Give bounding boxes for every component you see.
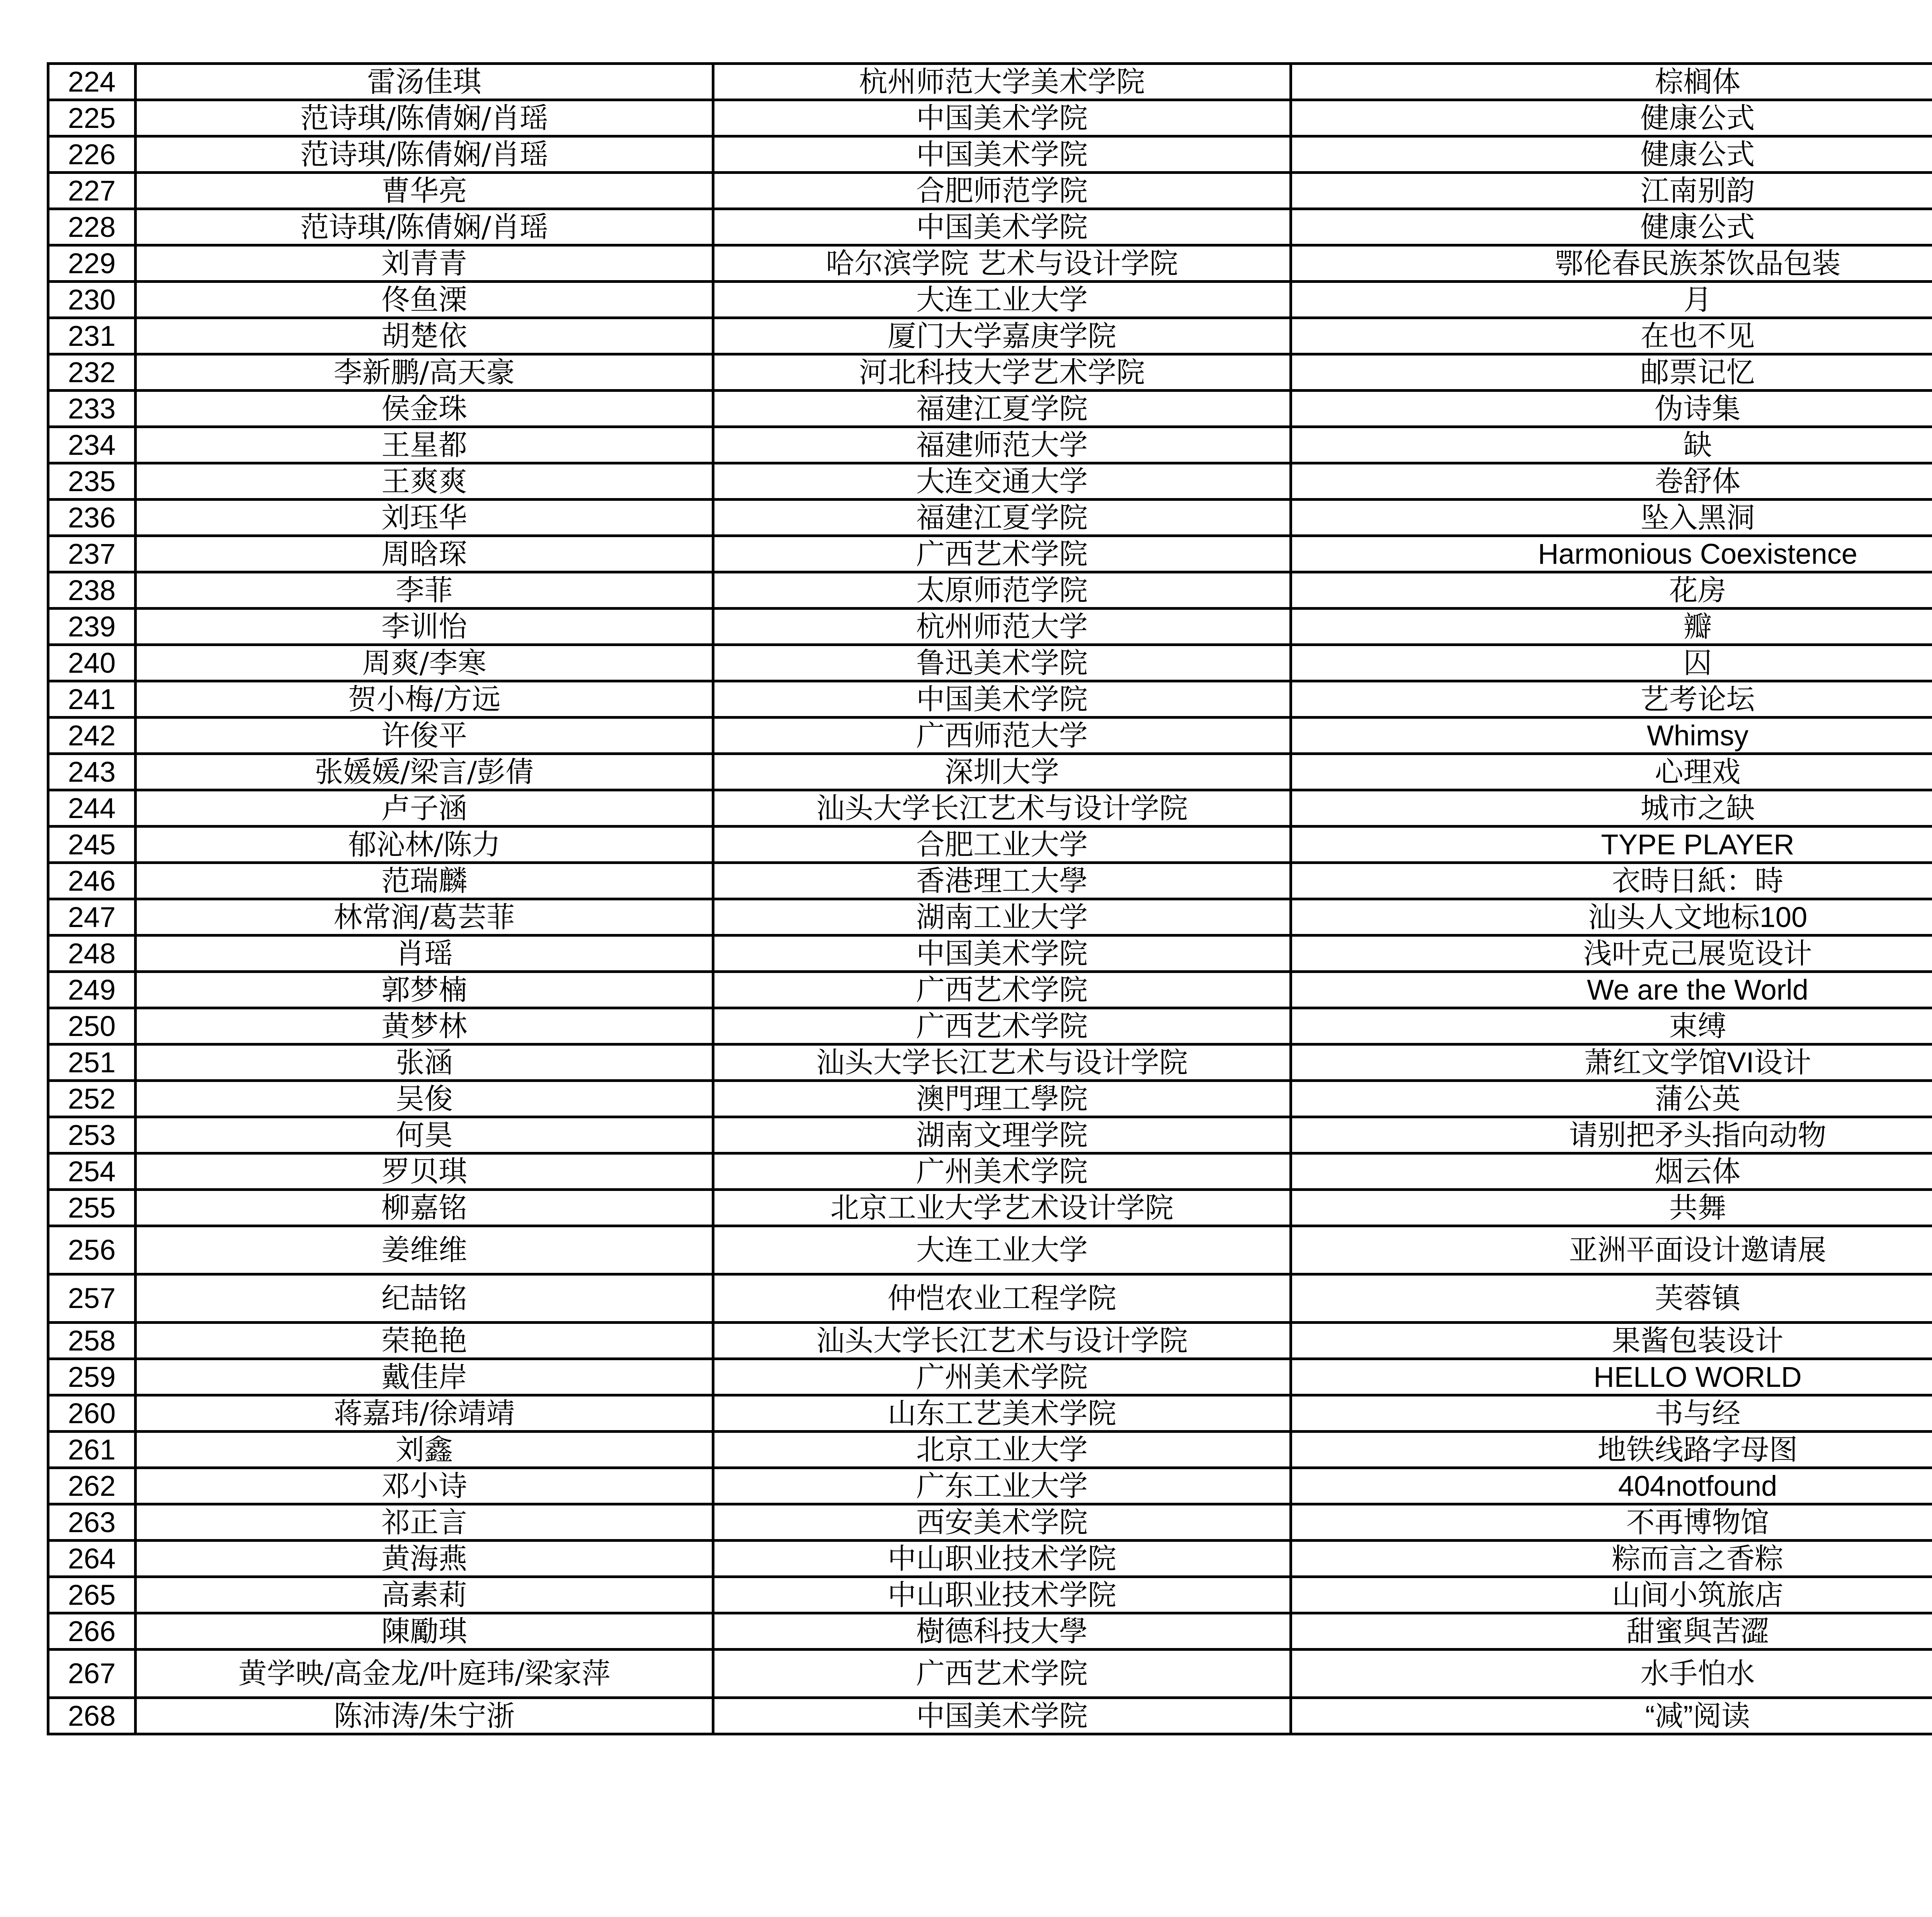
entry-number-cell: 262: [48, 1468, 136, 1504]
school-cell: 中山职业技术学院: [713, 1541, 1291, 1577]
author-cell: 周爽/李寒: [136, 645, 713, 681]
entry-number-cell: 245: [48, 827, 136, 863]
author-cell: 周晗琛: [136, 536, 713, 572]
school-cell: 广西艺术学院: [713, 1650, 1291, 1698]
entry-number-cell: 234: [48, 427, 136, 463]
school-cell: 福建江夏学院: [713, 391, 1291, 427]
entry-number-cell: 226: [48, 136, 136, 173]
work-title-cell: 健康公式: [1291, 100, 1932, 136]
entry-number-cell: 225: [48, 100, 136, 136]
table-row: [48, 1698, 1932, 1734]
author-cell: 郭梦楠: [136, 972, 713, 1008]
work-title-cell: 棕榈体: [1291, 64, 1932, 100]
school-cell: 北京工业大学艺术设计学院: [713, 1190, 1291, 1226]
author-cell: 许俊平: [136, 718, 713, 754]
school-cell: 福建师范大学: [713, 427, 1291, 463]
school-cell: 樹德科技大學: [713, 1613, 1291, 1650]
entry-number-cell: 254: [48, 1153, 136, 1190]
table-row: [48, 463, 1932, 500]
work-title-cell: 健康公式: [1291, 209, 1932, 245]
work-title-cell: 水手怕水: [1291, 1650, 1932, 1698]
table-row: [48, 899, 1932, 936]
work-title-cell: 芙蓉镇: [1291, 1274, 1932, 1323]
entry-number-cell: 230: [48, 282, 136, 318]
table-row: [48, 1081, 1932, 1117]
work-title-cell: 衣時日紙：時: [1291, 863, 1932, 899]
entry-number-cell: 242: [48, 718, 136, 754]
table-row: [48, 245, 1932, 282]
work-title-cell: 浅叶克己展览设计: [1291, 936, 1932, 972]
entry-number-cell: 252: [48, 1081, 136, 1117]
author-cell: 范诗琪/陈倩娴/肖瑶: [136, 100, 713, 136]
author-cell: 刘青青: [136, 245, 713, 282]
work-title-cell: 不再博物馆: [1291, 1504, 1932, 1541]
work-title-cell: 伪诗集: [1291, 391, 1932, 427]
author-cell: 张涵: [136, 1044, 713, 1081]
table-row: [48, 790, 1932, 827]
table-row: [48, 1613, 1932, 1650]
author-cell: 曹华亮: [136, 173, 713, 209]
entry-number-cell: 248: [48, 936, 136, 972]
school-cell: 香港理工大學: [713, 863, 1291, 899]
table-row: [48, 1650, 1932, 1698]
author-cell: 刘鑫: [136, 1432, 713, 1468]
table-row: [48, 1323, 1932, 1359]
table-row: [48, 64, 1932, 100]
table-body: [48, 64, 1932, 1734]
table-row: [48, 1577, 1932, 1613]
school-cell: 中国美术学院: [713, 100, 1291, 136]
school-cell: 广西艺术学院: [713, 536, 1291, 572]
work-title-cell: 甜蜜與苦澀: [1291, 1613, 1932, 1650]
entry-number-cell: 228: [48, 209, 136, 245]
entry-number-cell: 239: [48, 609, 136, 645]
entry-number-cell: 257: [48, 1274, 136, 1323]
entry-number-cell: 260: [48, 1395, 136, 1432]
school-cell: 广西艺术学院: [713, 1008, 1291, 1044]
entry-number-cell: 231: [48, 318, 136, 354]
table-row: [48, 1008, 1932, 1044]
work-title-cell: 月: [1291, 282, 1932, 318]
table-row: [48, 209, 1932, 245]
entry-number-cell: 258: [48, 1323, 136, 1359]
table-row: [48, 136, 1932, 173]
school-cell: 中国美术学院: [713, 209, 1291, 245]
author-cell: 佟鱼溧: [136, 282, 713, 318]
work-title-cell: HELLO WORLD: [1291, 1359, 1932, 1395]
work-title-cell: 健康公式: [1291, 136, 1932, 173]
school-cell: 大连工业大学: [713, 1226, 1291, 1274]
entry-number-cell: 267: [48, 1650, 136, 1698]
author-cell: 李新鹏/高天豪: [136, 354, 713, 391]
author-cell: 柳嘉铭: [136, 1190, 713, 1226]
author-cell: 陈沛涛/朱宁浙: [136, 1698, 713, 1734]
work-title-cell: TYPE PLAYER: [1291, 827, 1932, 863]
school-cell: 杭州师范大学: [713, 609, 1291, 645]
author-cell: 范瑞麟: [136, 863, 713, 899]
work-title-cell: 卷舒体: [1291, 463, 1932, 500]
entry-number-cell: 266: [48, 1613, 136, 1650]
table-row: [48, 1153, 1932, 1190]
author-cell: 郁沁林/陈力: [136, 827, 713, 863]
author-cell: 何昊: [136, 1117, 713, 1153]
school-cell: 广东工业大学: [713, 1468, 1291, 1504]
school-cell: 西安美术学院: [713, 1504, 1291, 1541]
school-cell: 北京工业大学: [713, 1432, 1291, 1468]
entry-number-cell: 241: [48, 681, 136, 718]
table-row: [48, 354, 1932, 391]
school-cell: 中国美术学院: [713, 136, 1291, 173]
school-cell: 大连工业大学: [713, 282, 1291, 318]
work-title-cell: 城市之缺: [1291, 790, 1932, 827]
entry-number-cell: 244: [48, 790, 136, 827]
school-cell: 河北科技大学艺术学院: [713, 354, 1291, 391]
school-cell: 鲁迅美术学院: [713, 645, 1291, 681]
work-title-cell: 粽而言之香粽: [1291, 1541, 1932, 1577]
table-row: [48, 645, 1932, 681]
work-title-cell: 404notfound: [1291, 1468, 1932, 1504]
work-title-cell: 艺考论坛: [1291, 681, 1932, 718]
school-cell: 广州美术学院: [713, 1153, 1291, 1190]
work-title-cell: 烟云体: [1291, 1153, 1932, 1190]
school-cell: 厦门大学嘉庚学院: [713, 318, 1291, 354]
entry-number-cell: 235: [48, 463, 136, 500]
table-row: [48, 1395, 1932, 1432]
table-row: [48, 100, 1932, 136]
entry-number-cell: 261: [48, 1432, 136, 1468]
table-row: [48, 427, 1932, 463]
table-row: [48, 972, 1932, 1008]
author-cell: 胡楚依: [136, 318, 713, 354]
work-title-cell: Whimsy: [1291, 718, 1932, 754]
school-cell: 广州美术学院: [713, 1359, 1291, 1395]
author-cell: 姜维维: [136, 1226, 713, 1274]
work-title-cell: 邮票记忆: [1291, 354, 1932, 391]
table-row: [48, 1468, 1932, 1504]
author-cell: 黄学映/高金龙/叶庭玮/梁家萍: [136, 1650, 713, 1698]
school-cell: 哈尔滨学院 艺术与设计学院: [713, 245, 1291, 282]
author-cell: 高素莉: [136, 1577, 713, 1613]
entry-number-cell: 233: [48, 391, 136, 427]
entry-number-cell: 240: [48, 645, 136, 681]
table-row: [48, 282, 1932, 318]
work-title-cell: 请别把矛头指向动物: [1291, 1117, 1932, 1153]
author-cell: 荣艳艳: [136, 1323, 713, 1359]
work-title-cell: 果酱包装设计: [1291, 1323, 1932, 1359]
entry-number-cell: 259: [48, 1359, 136, 1395]
author-cell: 侯金珠: [136, 391, 713, 427]
table-row: [48, 1274, 1932, 1323]
work-title-cell: 汕头人文地标100: [1291, 899, 1932, 936]
entry-number-cell: 253: [48, 1117, 136, 1153]
table-row: [48, 318, 1932, 354]
author-cell: 林常润/葛芸菲: [136, 899, 713, 936]
author-cell: 张媛媛/梁言/彭倩: [136, 754, 713, 790]
table-row: [48, 173, 1932, 209]
table-row: [48, 1190, 1932, 1226]
school-cell: 汕头大学长江艺术与设计学院: [713, 790, 1291, 827]
entry-number-cell: 264: [48, 1541, 136, 1577]
work-title-cell: We are the World: [1291, 972, 1932, 1008]
school-cell: 福建江夏学院: [713, 500, 1291, 536]
school-cell: 深圳大学: [713, 754, 1291, 790]
work-title-cell: 江南别韵: [1291, 173, 1932, 209]
work-title-cell: 蒲公英: [1291, 1081, 1932, 1117]
entry-number-cell: 251: [48, 1044, 136, 1081]
work-title-cell: 心理戏: [1291, 754, 1932, 790]
table-row: [48, 1541, 1932, 1577]
work-title-cell: 亚洲平面设计邀请展: [1291, 1226, 1932, 1274]
school-cell: 中国美术学院: [713, 1698, 1291, 1734]
author-cell: 贺小梅/方远: [136, 681, 713, 718]
author-cell: 祁正言: [136, 1504, 713, 1541]
entry-number-cell: 265: [48, 1577, 136, 1613]
school-cell: 中国美术学院: [713, 936, 1291, 972]
entry-number-cell: 237: [48, 536, 136, 572]
entry-number-cell: 256: [48, 1226, 136, 1274]
entry-number-cell: 227: [48, 173, 136, 209]
table-row: [48, 1504, 1932, 1541]
entry-number-cell: 263: [48, 1504, 136, 1541]
school-cell: 山东工艺美术学院: [713, 1395, 1291, 1432]
entry-number-cell: 232: [48, 354, 136, 391]
entry-number-cell: 268: [48, 1698, 136, 1734]
author-cell: 黄海燕: [136, 1541, 713, 1577]
table-row: [48, 936, 1932, 972]
work-title-cell: 山间小筑旅店: [1291, 1577, 1932, 1613]
work-title-cell: 坠入黑洞: [1291, 500, 1932, 536]
work-title-cell: Harmonious Coexistence: [1291, 536, 1932, 572]
school-cell: 中山职业技术学院: [713, 1577, 1291, 1613]
author-cell: 王星都: [136, 427, 713, 463]
work-title-cell: 束缚: [1291, 1008, 1932, 1044]
table-row: [48, 1117, 1932, 1153]
school-cell: 合肥师范学院: [713, 173, 1291, 209]
author-cell: 吴俊: [136, 1081, 713, 1117]
table-row: [48, 1044, 1932, 1081]
table-row: [48, 827, 1932, 863]
table-row: [48, 391, 1932, 427]
entry-number-cell: 238: [48, 572, 136, 609]
table-row: [48, 609, 1932, 645]
entry-number-cell: 229: [48, 245, 136, 282]
author-cell: 李菲: [136, 572, 713, 609]
entry-number-cell: 224: [48, 64, 136, 100]
author-cell: 肖瑶: [136, 936, 713, 972]
author-cell: 罗贝琪: [136, 1153, 713, 1190]
author-cell: 邓小诗: [136, 1468, 713, 1504]
author-cell: 戴佳岸: [136, 1359, 713, 1395]
entry-number-cell: 247: [48, 899, 136, 936]
work-title-cell: 缺: [1291, 427, 1932, 463]
author-cell: 雷汤佳琪: [136, 64, 713, 100]
awards-table: [47, 62, 1932, 1735]
table-row: [48, 572, 1932, 609]
table-row: [48, 1432, 1932, 1468]
author-cell: 刘珏华: [136, 500, 713, 536]
table-row: [48, 500, 1932, 536]
school-cell: 仲恺农业工程学院: [713, 1274, 1291, 1323]
work-title-cell: 鄂伦春民族茶饮品包装: [1291, 245, 1932, 282]
school-cell: 汕头大学长江艺术与设计学院: [713, 1323, 1291, 1359]
author-cell: 黄梦林: [136, 1008, 713, 1044]
table-row: [48, 754, 1932, 790]
school-cell: 广西师范大学: [713, 718, 1291, 754]
entry-number-cell: 246: [48, 863, 136, 899]
school-cell: 汕头大学长江艺术与设计学院: [713, 1044, 1291, 1081]
work-title-cell: 花房: [1291, 572, 1932, 609]
author-cell: 蒋嘉玮/徐靖靖: [136, 1395, 713, 1432]
work-title-cell: 在也不见: [1291, 318, 1932, 354]
work-title-cell: 囚: [1291, 645, 1932, 681]
table-row: [48, 536, 1932, 572]
author-cell: 纪喆铭: [136, 1274, 713, 1323]
work-title-cell: 共舞: [1291, 1190, 1932, 1226]
entry-number-cell: 250: [48, 1008, 136, 1044]
author-cell: 陳勵琪: [136, 1613, 713, 1650]
author-cell: 范诗琪/陈倩娴/肖瑶: [136, 136, 713, 173]
school-cell: 大连交通大学: [713, 463, 1291, 500]
entry-number-cell: 236: [48, 500, 136, 536]
school-cell: 太原师范学院: [713, 572, 1291, 609]
work-title-cell: 书与经: [1291, 1395, 1932, 1432]
work-title-cell: 地铁线路字母图: [1291, 1432, 1932, 1468]
school-cell: 中国美术学院: [713, 681, 1291, 718]
entry-number-cell: 255: [48, 1190, 136, 1226]
entry-number-cell: 243: [48, 754, 136, 790]
school-cell: 杭州师范大学美术学院: [713, 64, 1291, 100]
author-cell: 王爽爽: [136, 463, 713, 500]
school-cell: 湖南文理学院: [713, 1117, 1291, 1153]
work-title-cell: 萧红文学馆VI设计: [1291, 1044, 1932, 1081]
entry-number-cell: 249: [48, 972, 136, 1008]
school-cell: 澳門理工學院: [713, 1081, 1291, 1117]
table-row: [48, 863, 1932, 899]
table-row: [48, 1359, 1932, 1395]
table-row: [48, 718, 1932, 754]
table-row: [48, 681, 1932, 718]
author-cell: 李训怡: [136, 609, 713, 645]
author-cell: 卢子涵: [136, 790, 713, 827]
work-title-cell: “减”阅读: [1291, 1698, 1932, 1734]
school-cell: 湖南工业大学: [713, 899, 1291, 936]
author-cell: 范诗琪/陈倩娴/肖瑶: [136, 209, 713, 245]
school-cell: 合肥工业大学: [713, 827, 1291, 863]
table-row: [48, 1226, 1932, 1274]
school-cell: 广西艺术学院: [713, 972, 1291, 1008]
work-title-cell: 瓣: [1291, 609, 1932, 645]
